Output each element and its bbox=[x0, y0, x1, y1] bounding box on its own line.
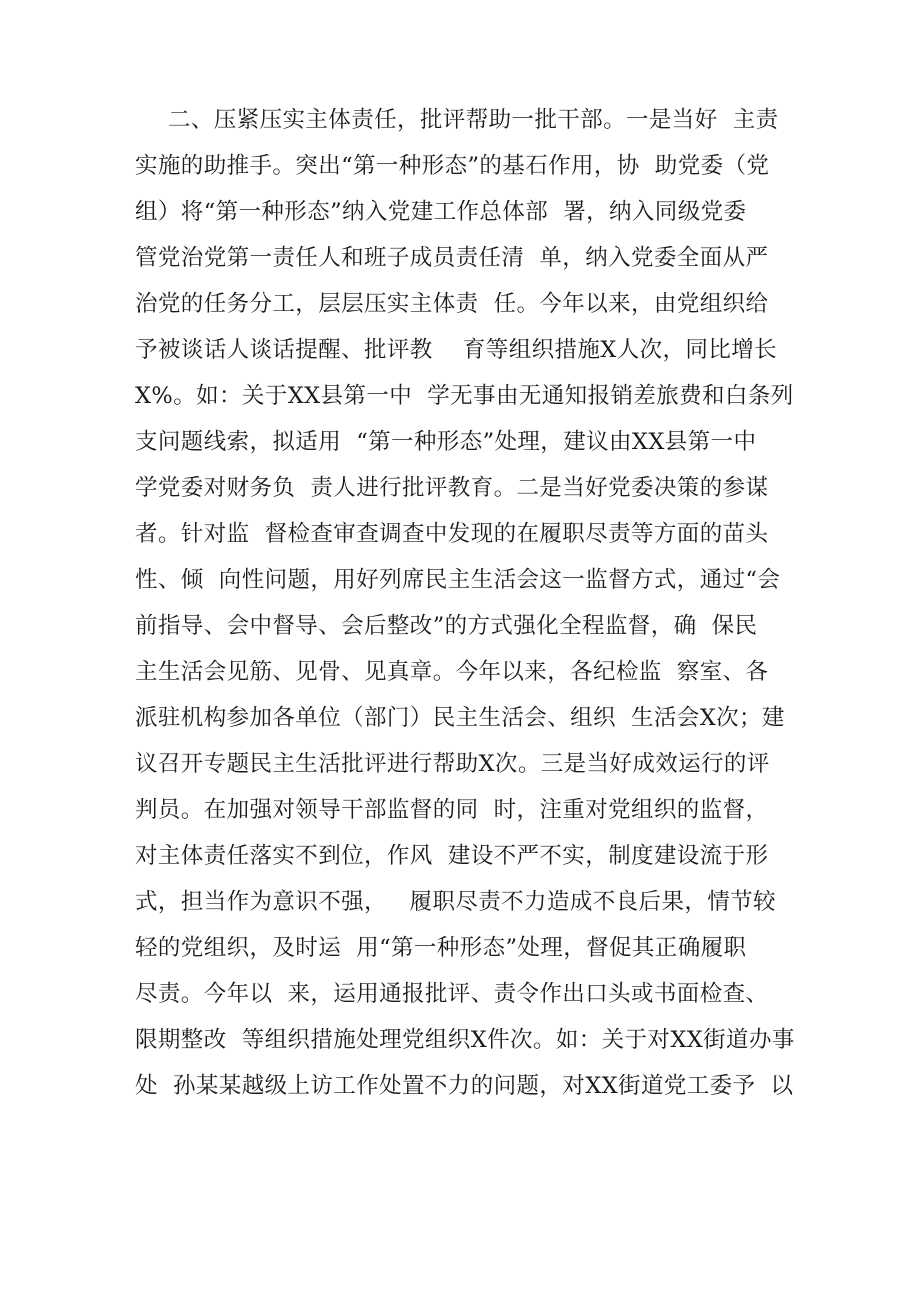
text-line-1: 二、压紧压实主体责任，批评帮助一批干部。一是当好 主责 bbox=[168, 107, 779, 133]
text-line-17: 对主体责任落实不到位，作风 建设不严不实，制度建设流于形 bbox=[135, 843, 769, 869]
text-line-22: 处 孙某某越级上访工作处置不力的问题，对XX街道党工委予 以 bbox=[135, 1073, 794, 1099]
text-line-13: 主生活会见筋、见骨、见真章。今年以来，各纪检监 察室、各 bbox=[135, 659, 769, 685]
text-line-8: 支问题线索，拟适用 “第一种形态”处理，建议由XX县第一中 bbox=[135, 429, 757, 455]
text-line-9: 学党委对财务负 责人进行批评教育。二是当好党委决策的参谋 bbox=[135, 475, 769, 501]
text-line-18: 式，担当作为意识不强， 履职尽责不力造成不良后果，情节较 bbox=[135, 889, 776, 915]
text-line-21: 限期整改 等组织措施处理党组织X件次。如：关于对XX街道办事 bbox=[135, 1027, 795, 1053]
text-line-2: 实施的助推手。突出“第一种形态”的基石作用，协 助党委（党 bbox=[135, 153, 770, 179]
text-line-3: 组）将“第一种形态”纳入党建工作总体部 署，纳入同级党委 bbox=[135, 199, 747, 225]
text-line-5: 治党的任务分工，层层压实主体责 任。今年以来，由党组织给 bbox=[135, 291, 769, 317]
text-line-12: 前指导、会中督导、会后整改”的方式强化全程监督，确 保民 bbox=[135, 613, 758, 639]
text-line-16: 判员。在加强对领导干部监督的同 时，注重对党组织的监督， bbox=[135, 797, 769, 823]
text-line-6: 予被谈话人谈话提醒、批评教 育等组织措施X人次，同比增长 bbox=[135, 337, 778, 363]
text-line-20: 尽责。今年以 来，运用通报批评、责令作出口头或书面检查、 bbox=[135, 981, 769, 1007]
text-line-14: 派驻机构参加各单位（部门）民主生活会、组织 生活会X次；建 bbox=[135, 705, 785, 731]
text-line-11: 性、倾 向性问题，用好列席民主生活会这一监督方式，通过“会 bbox=[135, 567, 781, 593]
text-line-4: 管党治党第一责任人和班子成员责任清 单，纳入党委全面从严 bbox=[135, 245, 769, 271]
text-line-7: X%。如：关于XX县第一中 学无事由无通知报销差旅费和白条列 bbox=[135, 383, 794, 409]
text-line-19: 轻的党组织，及时运 用“第一种形态”处理，督促其正确履职 bbox=[135, 935, 747, 961]
text-line-15: 议召开专题民主生活批评进行帮助X次。三是当好成效运行的评 bbox=[135, 751, 770, 777]
text-line-10: 者。针对监 督检查审查调查中发现的在履职尽责等方面的苗头 bbox=[135, 521, 769, 547]
